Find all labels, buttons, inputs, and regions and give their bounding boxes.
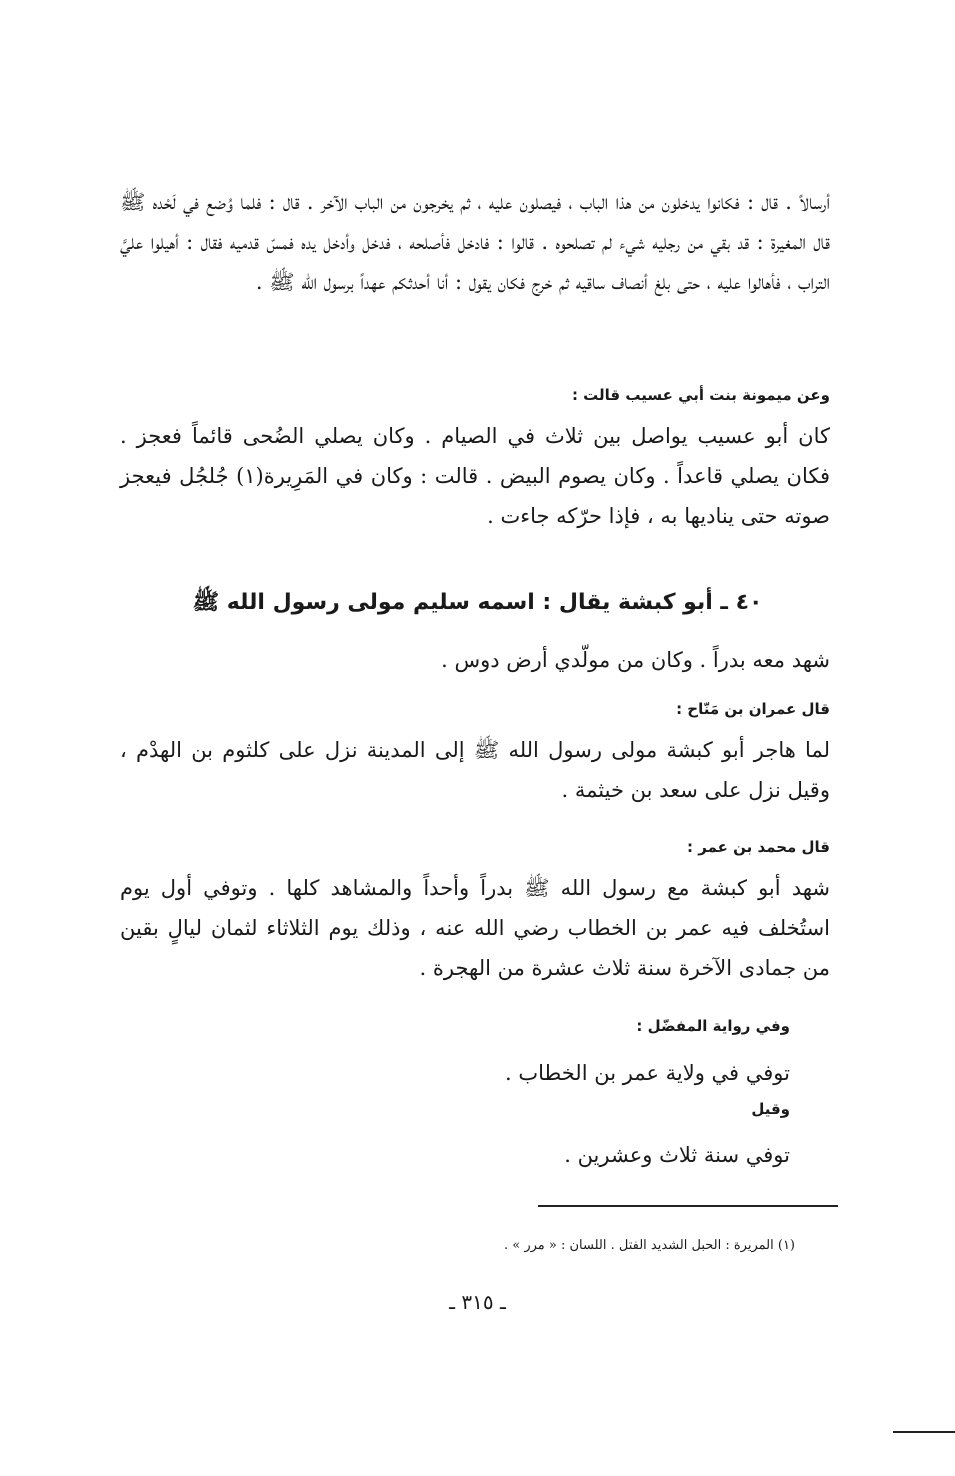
corner-rule [893,1431,955,1433]
imran-paragraph: لما هاجر أبو كبشة مولى رسول الله ﷺ إلى المدينة نزل على كلثوم بن الهدْم ، وقيل نزل على سعد بن خيثمة . [120,738,830,802]
page-number: ـ ٣١٥ ـ [449,1290,506,1314]
footnote: (١) المريرة : الحبل الشديد الفتل . اللسان : « مرر » . [504,1238,795,1253]
qil-heading-wrap [751,1100,790,1118]
maymuna-paragraph: كان أبو عسيب يواصل بين ثلاث في الصيام . وكان يصلي الضُحى قائماً فعجز . فكان يصلي قاعداً . وكان يصوم البيض . قالت : وكان في المَرِيرة(١) جُلجُل فيعجز صوته حتى يناديها به ، فإذا حرّكه جاءت . [120,424,830,528]
muhammad-heading: قال محمد بن عمر : [687,838,830,856]
mufaddal-heading-wrap [636,1017,790,1035]
section-intro: شهد معه بدراً . وكان من مولّدي أرض دوس . [441,648,830,672]
continuation-paragraph: أرسالاً . قال : فكانوا يدخلون من هذا الباب ، فيصلون عليه ، ثم يخرجون من الباب الآخر . قال : فلما وُضع في لَحْده ﷺ قال المغيرة : قد بقي من رجليه شيء لم تصلحوه . قالوا : فادخل فأصلحه ، فدخل وأدخل يده فمسّ قدميه فقال : أهيلوا عليَّ التراب ، فأهالوا عليه ، حتى بلغ أنصاف ساقيه ثم خرج فكان يقول : أنا أحدثكم عهداً برسول الله ﷺ . [120,190,830,294]
section-title: ٤٠ ـ أبو كبشة يقال : اسمه سليم مولى رسول الله ﷺ [192,590,763,615]
muhammad-paragraph: شهد أبو كبشة مع رسول الله ﷺ بدراً وأحداً والمشاهد كلها . وتوفي أول يوم استُخلف فيه عمر بن الخطاب رضي الله عنه ، وذلك يوم الثلاثاء لثمان ليالٍ بقين من جمادى الآخرة سنة ثلاث عشرة من الهجرة . [120,876,830,980]
maymuna-block [120,386,830,536]
maymuna-heading: وعن ميمونة بنت أبي عسيب قالت : [571,386,830,404]
imran-heading: قال عمران بن مَنّاح : [676,700,830,718]
qil-paragraph: توفي سنة ثلاث وعشرين . [564,1143,790,1167]
qil-heading: وقيل [751,1100,790,1118]
imran-block [120,700,830,810]
mufaddal-paragraph: توفي في ولاية عمر بن الخطاب . [505,1061,790,1085]
mufaddal-heading: وفي رواية المفضّل : [636,1017,790,1035]
footnote-separator [538,1205,838,1207]
continuation-paragraph-block [120,182,830,302]
muhammad-block [120,838,830,988]
section-intro-block [120,640,830,680]
